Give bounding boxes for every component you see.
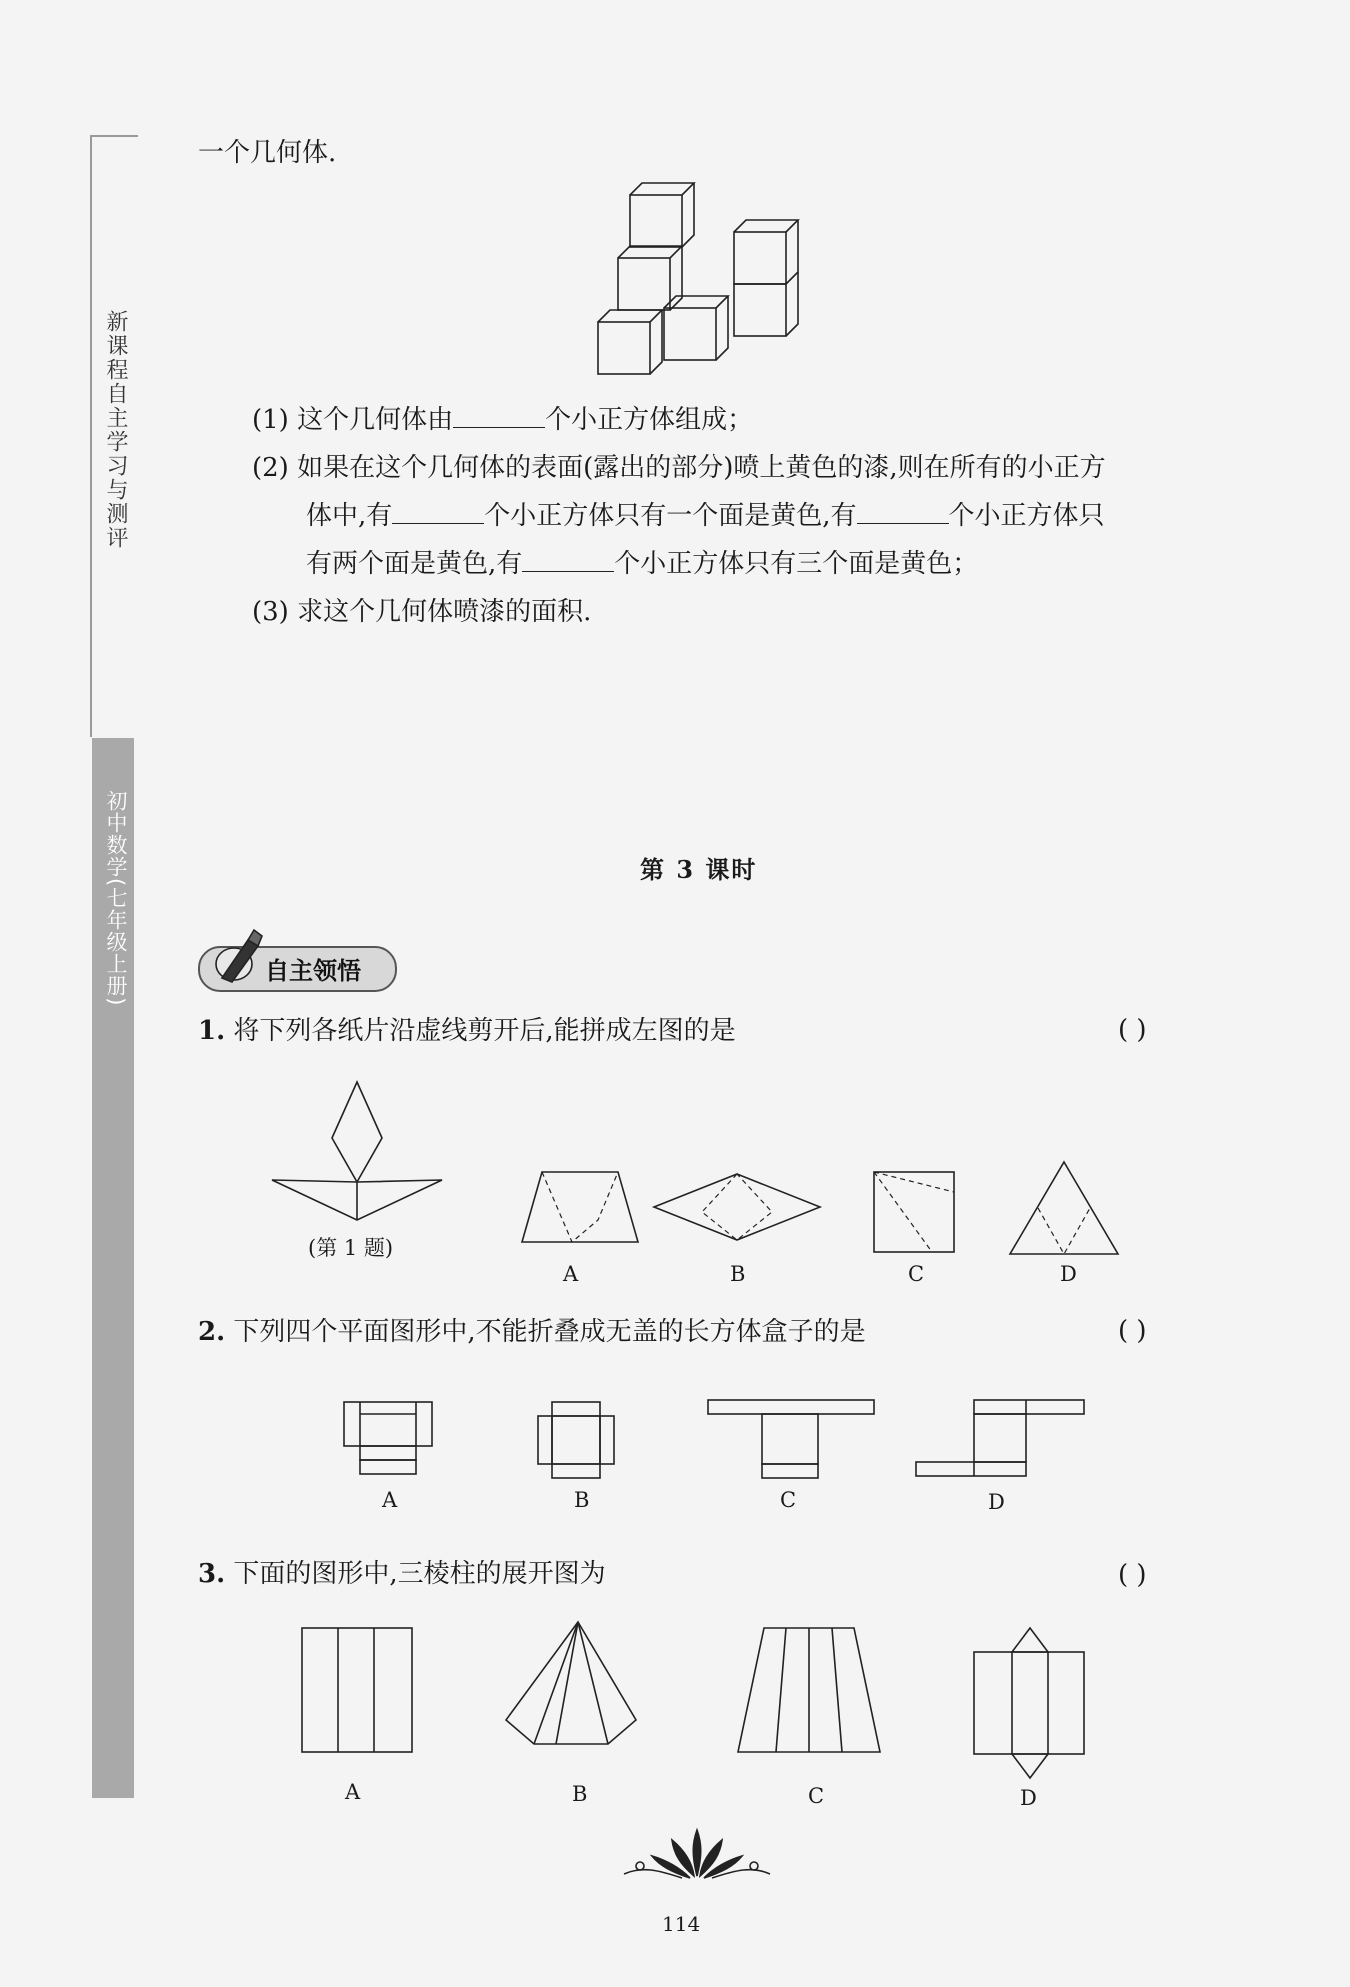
prev-question-part1 bbox=[252, 404, 753, 436]
page-number: 114 bbox=[662, 1912, 701, 1936]
side-tab-book-title: 新课程自主学习与测评 bbox=[103, 310, 128, 550]
answer-blank-3[interactable] bbox=[857, 503, 949, 524]
intro-line: 一个几何体. bbox=[198, 138, 337, 168]
question-2-text: 下列四个平面图形中,不能折叠成无盖的长方体盒子的是 bbox=[233, 1317, 866, 1347]
q2-option-c-figure bbox=[706, 1398, 876, 1482]
q1-option-b-label[interactable]: B bbox=[730, 1262, 746, 1286]
q3-option-d-figure bbox=[972, 1624, 1090, 1784]
q1-option-d-label[interactable]: D bbox=[1060, 1262, 1077, 1286]
part2-text-e: 个小正方体只有三个面是黄色； bbox=[614, 549, 979, 579]
prev-question-part2-line1: (2) 如果在这个几何体的表面(露出的部分)喷上黄色的漆,则在所有的小正方 bbox=[252, 453, 1106, 483]
q3-option-d-label[interactable]: D bbox=[1020, 1786, 1037, 1810]
question-1-text: 将下列各纸片沿虚线剪开后,能拼成左图的是 bbox=[233, 1016, 736, 1046]
cube-tower-right bbox=[734, 220, 798, 336]
side-tab-subject: 初中数学(七年级上册) bbox=[104, 790, 128, 1007]
q2-option-b-figure bbox=[536, 1400, 616, 1480]
prev-question-part2-line2 bbox=[306, 500, 1105, 532]
question-3-number: 3. bbox=[198, 1559, 226, 1589]
q3-option-a-figure bbox=[300, 1626, 416, 1756]
answer-blank-2[interactable] bbox=[392, 503, 484, 524]
cube-tower-left bbox=[618, 183, 694, 310]
q1-option-a-label[interactable]: A bbox=[563, 1262, 579, 1286]
q3-option-c-label[interactable]: C bbox=[808, 1784, 825, 1808]
q1-option-c-label[interactable]: C bbox=[908, 1262, 925, 1286]
section-badge-label: 自主领悟 bbox=[265, 957, 361, 985]
q1-option-a-figure bbox=[520, 1170, 640, 1250]
question-3 bbox=[198, 1558, 606, 1590]
q1-caption: (第 1 题) bbox=[308, 1236, 394, 1260]
answer-blank-4[interactable] bbox=[522, 551, 614, 572]
q1-option-b-figure bbox=[652, 1172, 822, 1242]
q1-reference-figure bbox=[270, 1080, 450, 1230]
q2-option-c-label[interactable]: C bbox=[780, 1488, 797, 1512]
q2-option-d-label[interactable]: D bbox=[988, 1490, 1005, 1514]
q2-option-a-label[interactable]: A bbox=[382, 1488, 398, 1512]
q3-option-b-figure bbox=[504, 1620, 638, 1746]
question-2 bbox=[198, 1316, 866, 1348]
lesson-title: 第 3 课时 bbox=[640, 855, 758, 884]
prev-question-part3: (3) 求这个几何体喷漆的面积. bbox=[252, 597, 592, 627]
q2-option-a-figure bbox=[342, 1400, 434, 1476]
q3-option-a-label[interactable]: A bbox=[345, 1780, 361, 1804]
part2-text-c: 个小正方体只 bbox=[948, 501, 1105, 531]
part2-text-b: 个小正方体只有一个面是黄色,有 bbox=[484, 501, 857, 531]
q3-option-b-label[interactable]: B bbox=[572, 1782, 588, 1806]
prev-question-part2-line3 bbox=[306, 548, 978, 580]
question-1-answer-paren[interactable]: ( ) bbox=[1118, 1015, 1147, 1045]
q2-option-b-label[interactable]: B bbox=[574, 1488, 590, 1512]
q2-option-d-figure bbox=[914, 1398, 1086, 1482]
question-1-number: 1. bbox=[198, 1016, 226, 1046]
part2-text-d: 有两个面是黄色,有 bbox=[306, 549, 523, 579]
footer-flower-ornament-icon bbox=[622, 1826, 772, 1882]
part2-text-a: 体中,有 bbox=[306, 501, 393, 531]
question-3-text: 下面的图形中,三棱柱的展开图为 bbox=[233, 1559, 606, 1589]
part1-text-before: (1) 这个几何体由 bbox=[252, 405, 454, 435]
q1-option-d-figure bbox=[1008, 1160, 1120, 1256]
cube-stack-figure bbox=[590, 180, 810, 390]
q1-option-c-figure bbox=[872, 1170, 956, 1254]
question-2-number: 2. bbox=[198, 1317, 226, 1347]
question-3-answer-paren[interactable]: ( ) bbox=[1118, 1560, 1147, 1590]
pen-icon bbox=[208, 924, 268, 984]
question-2-answer-paren[interactable]: ( ) bbox=[1118, 1316, 1147, 1346]
q3-option-c-figure bbox=[736, 1626, 882, 1756]
part1-text-after: 个小正方体组成； bbox=[545, 405, 754, 435]
question-1 bbox=[198, 1015, 736, 1047]
answer-blank-1[interactable] bbox=[453, 407, 545, 428]
